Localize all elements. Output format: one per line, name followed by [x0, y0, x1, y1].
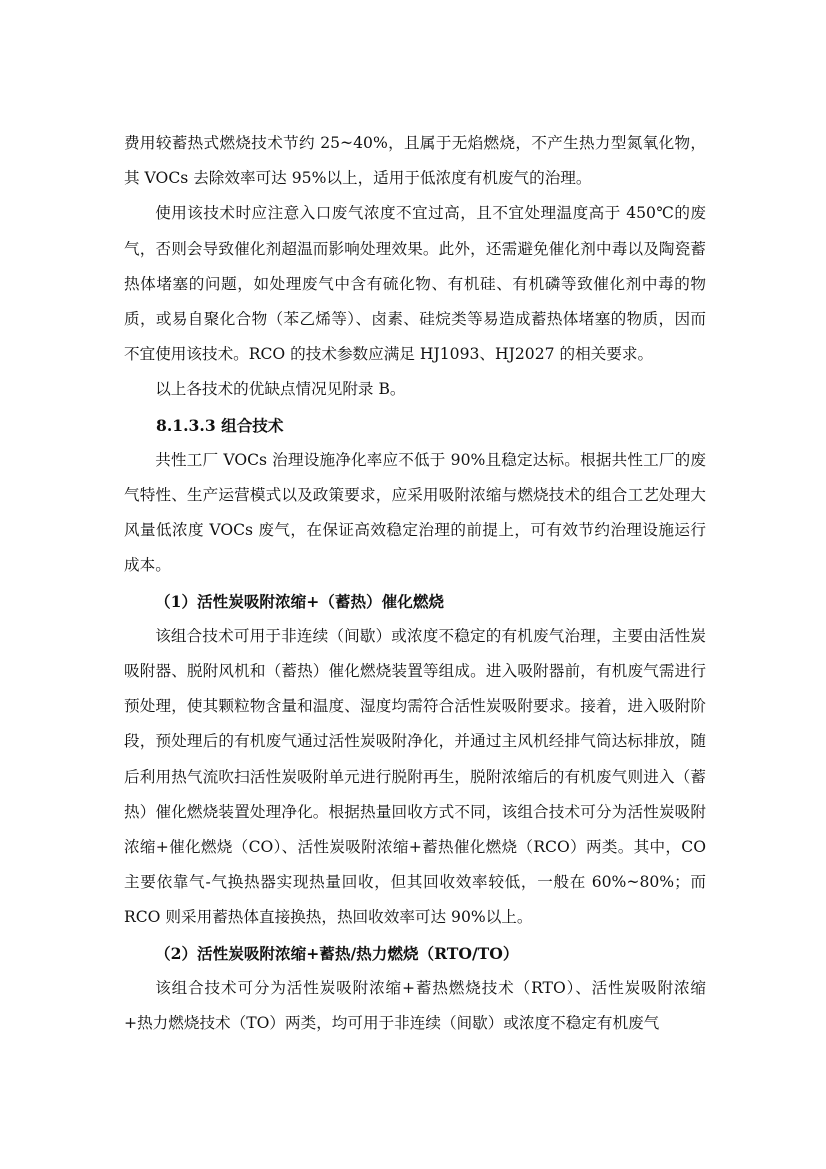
document-body [124, 126, 706, 1041]
paragraph-rto-to: 该组合技术可分为活性炭吸附浓缩+蓄热燃烧技术（RTO）、活性炭吸附浓缩+热力燃烧技术（TO）两类，均可用于非连续（间歇）或浓度不稳定有机废气 [124, 978, 706, 1033]
paragraph-usage-notes: 使用该技术时应注意入口废气浓度不宜过高，且不宜处理温度高于 450℃的废气，否则会导致催化剂超温而影响处理效果。此外，还需避免催化剂中毒以及陶瓷蓄热体堵塞的问题，如处理废气中含有硫化物、有机硅、有机磷等致催化剂中毒的物质，或易自聚化合物（苯乙烯等）、卤素、硅烷类等易造成蓄热体堵塞的物质，因而不宜使用该技术。RCO 的技术参数应满足 HJ1093、HJ2027 的相关要求。 [124, 204, 706, 364]
paragraph-continued: 费用较蓄热式燃烧技术节约 25~40%，且属于无焰燃烧，不产生热力型氮氧化物，其 VOCs 去除效率可达 95%以上，适用于低浓度有机废气的治理。 [124, 134, 706, 188]
section-heading: 8.1.3.3 组合技术 [156, 415, 284, 435]
subheading-2: （2）活性炭吸附浓缩+蓄热/热力燃烧（RTO/TO） [155, 943, 519, 963]
paragraph-carbon-catalytic: 该组合技术可用于非连续（间歇）或浓度不稳定的有机废气治理，主要由活性炭吸附器、脱附风机和（蓄热）催化燃烧装置等组成。进入吸附器前，有机废气需进行预处理，使其颗粒物含量和温度、湿度均需符合活性炭吸附要求。接着，进入吸附阶段，预处理后的有机废气通过活性炭吸附净化，并通过主风机经排气筒达标排放，随后利用热气流吹扫活性炭吸附单元进行脱附再生，脱附浓缩后的有机废气则进入（蓄热）催化燃烧装置处理净化。根据热量回收方式不同，该组合技术可分为活性炭吸附浓缩+催化燃烧（CO）、活性炭吸附浓缩+蓄热催化燃烧（RCO）两类。其中，CO 主要依靠气-气换热器实现热量回收，但其回收效率较低，一般在 60%~80%；而 RCO 则采用蓄热体直接换热，热回收效率可达 90%以上。 [124, 626, 706, 927]
paragraph-combined-intro: 共性工厂 VOCs 治理设施净化率应不低于 90%且稳定达标。根据共性工厂的废气特性、生产运营模式以及政策要求，应采用吸附浓缩与燃烧技术的组合工艺处理大风量低浓度 VOCs 废气，在保证高效稳定治理的前提上，可有效节约治理设施运行成本。 [124, 450, 706, 575]
paragraph-appendix-ref: 以上各技术的优缺点情况见附录 B。 [155, 380, 406, 399]
subheading-1: （1）活性炭吸附浓缩+（蓄热）催化燃烧 [155, 591, 445, 611]
